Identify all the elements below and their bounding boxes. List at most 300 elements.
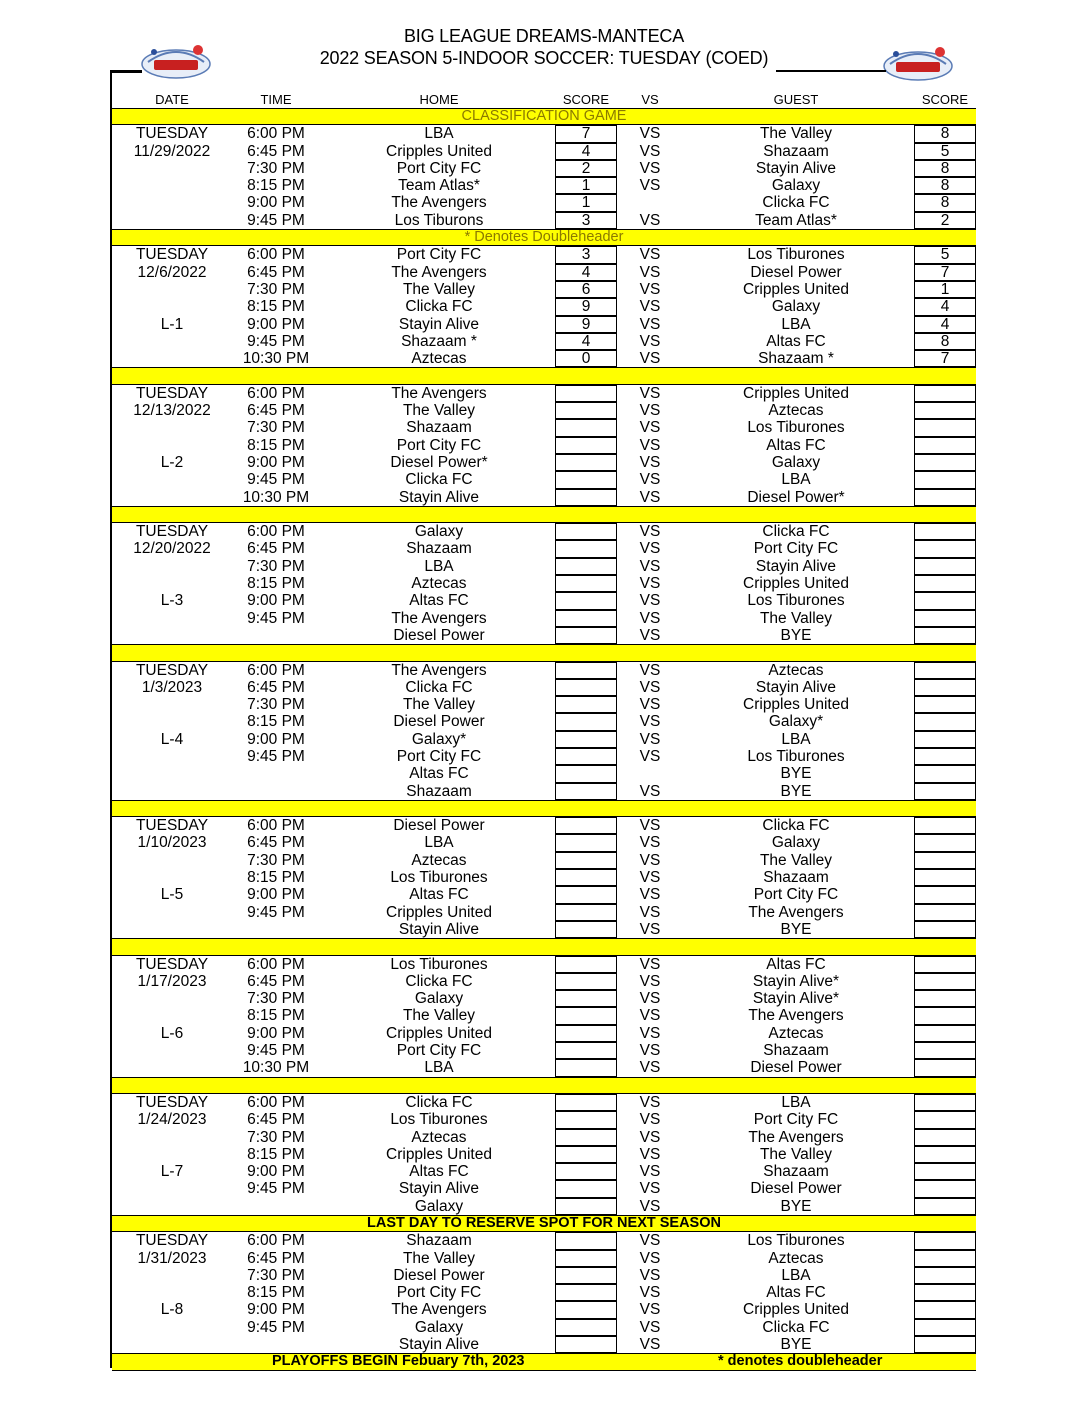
home-score-box	[555, 1059, 617, 1076]
game-time: 6:45 PM	[247, 972, 305, 990]
home-team: Altas FC	[409, 592, 469, 610]
section-band: CLASSIFICATION GAME	[112, 108, 976, 125]
home-score-box	[555, 852, 617, 869]
home-score-box	[555, 1180, 617, 1197]
vs-label: VS	[639, 436, 661, 454]
vs-label: VS	[639, 523, 661, 541]
guest-team: LBA	[781, 315, 811, 333]
week-label: L-1	[160, 315, 184, 333]
guest-team: The Valley	[759, 609, 833, 627]
game-row	[112, 264, 976, 281]
vs-label: VS	[639, 678, 661, 696]
game-time: 9:00 PM	[247, 1024, 305, 1042]
game-row	[112, 177, 976, 194]
vs-label: VS	[639, 817, 661, 835]
game-row	[112, 523, 976, 540]
vs-label: VS	[639, 471, 661, 489]
guest-score: 1	[940, 280, 950, 298]
game-row	[112, 1025, 976, 1042]
vs-label: VS	[639, 834, 661, 852]
guest-team: Stayin Alive	[755, 557, 837, 575]
game-time: 6:45 PM	[247, 834, 305, 852]
vs-label: VS	[639, 298, 661, 316]
guest-team: Aztecas	[768, 1249, 824, 1267]
home-team: Galaxy	[414, 1197, 464, 1215]
game-date: TUESDAY	[135, 523, 209, 541]
vs-label: VS	[639, 1180, 661, 1198]
game-row	[112, 540, 976, 557]
game-row	[112, 783, 976, 800]
home-team: Aztecas	[411, 350, 467, 368]
home-score-box	[555, 956, 617, 973]
game-row	[112, 402, 976, 419]
game-date: TUESDAY	[135, 1232, 209, 1250]
guest-score: 5	[940, 246, 950, 264]
game-row	[112, 1319, 976, 1336]
vs-label: VS	[639, 1042, 661, 1060]
game-time: 6:45 PM	[247, 678, 305, 696]
home-team: Los Tiburones	[390, 955, 488, 973]
guest-score-box	[914, 696, 976, 713]
vs-label: VS	[639, 1111, 661, 1129]
guest-score-box	[914, 1250, 976, 1267]
game-time: 6:00 PM	[247, 384, 305, 402]
section-band	[112, 938, 976, 955]
home-team: LBA	[424, 557, 454, 575]
game-row	[112, 437, 976, 454]
game-time: 8:15 PM	[247, 575, 305, 593]
vs-label: VS	[639, 1232, 661, 1250]
home-team: Galaxy*	[411, 730, 467, 748]
home-team: Shazaam	[406, 540, 472, 558]
game-time: 6:00 PM	[247, 523, 305, 541]
guest-team: Aztecas	[768, 661, 824, 679]
vs-label: VS	[639, 211, 661, 229]
vs-label: VS	[639, 177, 661, 195]
guest-score-box	[914, 1336, 976, 1353]
game-time: 6:45 PM	[247, 402, 305, 420]
vs-label: VS	[639, 246, 661, 264]
guest-score-box	[914, 783, 976, 800]
guest-team: Clicka FC	[762, 817, 830, 835]
game-row	[112, 662, 976, 679]
guest-team: Cripples United	[743, 280, 849, 298]
guest-score-box	[914, 1301, 976, 1318]
game-row	[112, 1180, 976, 1197]
game-row	[112, 592, 976, 609]
vs-label: VS	[639, 1249, 661, 1267]
guest-team: Port City FC	[753, 540, 839, 558]
guest-team: Aztecas	[768, 1024, 824, 1042]
vs-label: VS	[639, 453, 661, 471]
game-row	[112, 419, 976, 436]
guest-team: Los Tiburones	[747, 747, 845, 765]
guest-team: BYE	[780, 782, 812, 800]
home-score-box	[555, 973, 617, 990]
guest-score: 8	[940, 159, 950, 177]
guest-score-box	[914, 558, 976, 575]
vs-label: VS	[639, 972, 661, 990]
guest-score-box	[914, 834, 976, 851]
home-team: The Valley	[402, 280, 476, 298]
game-time: 7:30 PM	[247, 1266, 305, 1284]
vs-label: VS	[639, 1301, 661, 1319]
game-row	[112, 610, 976, 627]
game-time: 6:00 PM	[247, 817, 305, 835]
game-row	[112, 1163, 976, 1180]
game-time: 6:45 PM	[247, 1249, 305, 1267]
guest-score: 7	[940, 350, 950, 368]
game-date: 12/13/2022	[133, 402, 211, 420]
section-band	[112, 800, 976, 817]
vs-label: VS	[639, 1197, 661, 1215]
home-score: 7	[581, 125, 591, 143]
home-score-box	[555, 921, 617, 938]
game-row	[112, 748, 976, 765]
game-time: 7:30 PM	[247, 1128, 305, 1146]
guest-team: Shazaam	[763, 142, 829, 160]
page-title: BIG LEAGUE DREAMS-MANTECA	[403, 26, 685, 46]
page-subtitle: 2022 SEASON 5-INDOOR SOCCER: TUESDAY (COED)	[319, 48, 769, 68]
game-row	[112, 489, 976, 506]
game-time: 7:30 PM	[247, 990, 305, 1008]
home-team: Cripples United	[386, 1024, 492, 1042]
game-time: 10:30 PM	[242, 350, 310, 368]
game-row	[112, 125, 976, 142]
guest-team: Los Tiburones	[747, 419, 845, 437]
home-team: The Valley	[402, 696, 476, 714]
game-time: 8:15 PM	[247, 298, 305, 316]
game-time: 7:30 PM	[247, 280, 305, 298]
home-team: Los Tiburones	[390, 869, 488, 887]
vs-label: VS	[639, 332, 661, 350]
guest-team: The Avengers	[748, 1007, 844, 1025]
home-team: The Valley	[402, 402, 476, 420]
home-team: Aztecas	[411, 575, 467, 593]
game-time: 10:30 PM	[242, 488, 310, 506]
game-row	[112, 385, 976, 402]
game-row	[112, 973, 976, 990]
home-team: Galaxy	[414, 990, 464, 1008]
header-rule-right	[776, 70, 886, 72]
home-team: Clicka FC	[405, 471, 473, 489]
home-score: 0	[581, 350, 591, 368]
guest-score-box	[914, 454, 976, 471]
guest-team: The Valley	[759, 851, 833, 869]
vs-label: VS	[639, 1145, 661, 1163]
home-score: 4	[581, 332, 591, 350]
home-score-box	[555, 419, 617, 436]
game-time: 8:15 PM	[247, 436, 305, 454]
home-team: The Valley	[402, 1007, 476, 1025]
league-logo-right	[882, 42, 954, 84]
game-row	[112, 350, 976, 367]
home-score-box	[555, 1042, 617, 1059]
vs-label: VS	[639, 609, 661, 627]
game-time: 7:30 PM	[247, 419, 305, 437]
home-team: The Avengers	[391, 609, 487, 627]
guest-team: Shazaam	[763, 869, 829, 887]
guest-team: Team Atlas*	[755, 211, 837, 229]
guest-team: Shazaam *	[758, 350, 834, 368]
guest-score: 5	[940, 142, 950, 160]
home-score: 4	[581, 263, 591, 281]
section-band: * Denotes Doubleheader	[112, 229, 976, 246]
guest-score: 8	[940, 332, 950, 350]
column-header-vs: VS	[641, 92, 659, 107]
game-date: TUESDAY	[135, 246, 209, 264]
guest-score-box	[914, 662, 976, 679]
home-score-box	[555, 385, 617, 402]
game-time: 9:00 PM	[247, 315, 305, 333]
guest-score-box	[914, 1007, 976, 1024]
game-row	[112, 1129, 976, 1146]
guest-score-box	[914, 1180, 976, 1197]
guest-score-box	[914, 1025, 976, 1042]
guest-score-box	[914, 713, 976, 730]
vs-label: VS	[639, 575, 661, 593]
home-team: Stayin Alive	[398, 1336, 480, 1354]
home-team: Altas FC	[409, 765, 469, 783]
home-team: Stayin Alive	[398, 488, 480, 506]
game-time: 9:45 PM	[247, 1318, 305, 1336]
vs-label: VS	[639, 920, 661, 938]
game-date: 12/6/2022	[137, 263, 207, 281]
home-score-box	[555, 575, 617, 592]
home-team: Team Atlas*	[398, 177, 480, 195]
vs-label: VS	[639, 1024, 661, 1042]
guest-team: Clicka FC	[762, 523, 830, 541]
home-score-box	[555, 679, 617, 696]
home-team: Port City FC	[396, 1042, 482, 1060]
home-score-box	[555, 765, 617, 782]
game-row	[112, 817, 976, 834]
game-time: 10:30 PM	[242, 1059, 310, 1077]
home-team: Los Tiburons	[394, 211, 484, 229]
home-team: Cripples United	[386, 903, 492, 921]
game-date: TUESDAY	[135, 384, 209, 402]
guest-team: The Valley	[759, 1145, 833, 1163]
game-time: 9:45 PM	[247, 747, 305, 765]
game-date: 12/20/2022	[133, 540, 211, 558]
guest-score-box	[914, 523, 976, 540]
home-team: The Avengers	[391, 1301, 487, 1319]
home-score-box	[555, 713, 617, 730]
guest-team: Cripples United	[743, 1301, 849, 1319]
game-row	[112, 921, 976, 938]
guest-team: Galaxy	[771, 453, 821, 471]
column-header-guest-score: SCORE	[921, 92, 969, 107]
vs-label: VS	[639, 350, 661, 368]
home-score-box	[555, 869, 617, 886]
section-band	[112, 1077, 976, 1094]
guest-score: 4	[940, 315, 950, 333]
home-team: The Avengers	[391, 661, 487, 679]
guest-team: Shazaam	[763, 1042, 829, 1060]
game-time: 6:45 PM	[247, 1111, 305, 1129]
game-time: 9:45 PM	[247, 211, 305, 229]
game-time: 6:00 PM	[247, 1093, 305, 1111]
home-score-box	[555, 696, 617, 713]
guest-team: Stayin Alive*	[752, 990, 840, 1008]
vs-label: VS	[639, 125, 661, 143]
guest-score-box	[914, 1042, 976, 1059]
game-row	[112, 298, 976, 315]
home-team: Diesel Power	[393, 817, 485, 835]
game-row	[112, 904, 976, 921]
guest-team: BYE	[780, 765, 812, 783]
week-label: L-2	[160, 453, 184, 471]
section-band	[112, 506, 976, 523]
guest-team: Los Tiburones	[747, 246, 845, 264]
vs-label: VS	[639, 1163, 661, 1181]
game-row	[112, 1007, 976, 1024]
game-date: TUESDAY	[135, 817, 209, 835]
home-team: Aztecas	[411, 1128, 467, 1146]
game-row	[112, 679, 976, 696]
game-date: 1/10/2023	[137, 834, 207, 852]
guest-score-box	[914, 1319, 976, 1336]
vs-label: VS	[639, 696, 661, 714]
guest-team: The Avengers	[748, 903, 844, 921]
home-score: 3	[581, 246, 591, 264]
home-score-box	[555, 454, 617, 471]
game-row	[112, 1284, 976, 1301]
home-score: 4	[581, 142, 591, 160]
game-time: 8:15 PM	[247, 1145, 305, 1163]
home-score-box	[555, 662, 617, 679]
home-score-box	[555, 610, 617, 627]
footer-playoffs-note: PLAYOFFS BEGIN Febuary 7th, 2023	[272, 1353, 525, 1370]
guest-score-box	[914, 402, 976, 419]
home-team: The Valley	[402, 1249, 476, 1267]
game-row	[112, 731, 976, 748]
game-time: 9:45 PM	[247, 471, 305, 489]
guest-score-box	[914, 1284, 976, 1301]
home-score-box	[555, 886, 617, 903]
home-score: 1	[581, 194, 591, 212]
home-team: Port City FC	[396, 159, 482, 177]
guest-team: Los Tiburones	[747, 1232, 845, 1250]
guest-team: Shazaam	[763, 1163, 829, 1181]
column-header-time: TIME	[260, 92, 292, 107]
game-date: 1/31/2023	[137, 1249, 207, 1267]
home-score-box	[555, 1250, 617, 1267]
vs-label: VS	[639, 1093, 661, 1111]
game-row	[112, 696, 976, 713]
game-row	[112, 990, 976, 1007]
home-team: Shazaam	[406, 782, 472, 800]
week-label: L-8	[160, 1301, 184, 1319]
game-row	[112, 160, 976, 177]
vs-label: VS	[639, 1059, 661, 1077]
game-row	[112, 1146, 976, 1163]
home-team: Port City FC	[396, 1284, 482, 1302]
guest-team: Clicka FC	[762, 1318, 830, 1336]
guest-score-box	[914, 1059, 976, 1076]
home-team: Port City FC	[396, 436, 482, 454]
game-row	[112, 886, 976, 903]
week-label: L-3	[160, 592, 184, 610]
vs-label: VS	[639, 592, 661, 610]
home-score: 3	[581, 211, 591, 229]
game-time: 6:00 PM	[247, 1232, 305, 1250]
guest-team: Aztecas	[768, 402, 824, 420]
game-date: 1/3/2023	[141, 678, 203, 696]
vs-label: VS	[639, 990, 661, 1008]
guest-score-box	[914, 1094, 976, 1111]
home-score-box	[555, 1301, 617, 1318]
guest-team: Altas FC	[766, 1284, 826, 1302]
guest-team: BYE	[780, 1197, 812, 1215]
home-team: Stayin Alive	[398, 920, 480, 938]
home-team: Clicka FC	[405, 298, 473, 316]
home-score-box	[555, 1232, 617, 1249]
guest-team: Galaxy	[771, 298, 821, 316]
guest-team: Stayin Alive	[755, 159, 837, 177]
home-team: Aztecas	[411, 851, 467, 869]
guest-team: LBA	[781, 471, 811, 489]
game-row	[112, 143, 976, 160]
home-score-box	[555, 783, 617, 800]
guest-team: LBA	[781, 1093, 811, 1111]
game-row	[112, 281, 976, 298]
guest-score-box	[914, 1267, 976, 1284]
game-time: 7:30 PM	[247, 557, 305, 575]
week-label: L-5	[160, 886, 184, 904]
column-header-date: DATE	[155, 92, 189, 107]
vs-label: VS	[639, 1266, 661, 1284]
vs-label: VS	[639, 661, 661, 679]
game-time: 6:00 PM	[247, 125, 305, 143]
game-row	[112, 246, 976, 263]
home-score-box	[555, 1163, 617, 1180]
game-time: 8:15 PM	[247, 869, 305, 887]
game-row	[112, 713, 976, 730]
guest-team: Port City FC	[753, 1111, 839, 1129]
column-header-guest: GUEST	[773, 92, 819, 107]
vs-label: VS	[639, 263, 661, 281]
game-row	[112, 333, 976, 350]
home-score: 9	[581, 315, 591, 333]
guest-score-box	[914, 592, 976, 609]
game-time: 8:15 PM	[247, 177, 305, 195]
game-row	[112, 1198, 976, 1215]
vs-label: VS	[639, 1284, 661, 1302]
game-row	[112, 1336, 976, 1353]
schedule-table	[112, 92, 976, 1371]
home-team: The Avengers	[391, 263, 487, 281]
home-score-box	[555, 834, 617, 851]
game-row	[112, 212, 976, 229]
home-team: Shazaam *	[401, 332, 477, 350]
home-score-box	[555, 471, 617, 488]
game-row	[112, 834, 976, 851]
game-row	[112, 1042, 976, 1059]
guest-team: BYE	[780, 626, 812, 644]
home-score: 1	[581, 177, 591, 195]
vs-label: VS	[639, 488, 661, 506]
vs-label: VS	[639, 419, 661, 437]
guest-score-box	[914, 489, 976, 506]
home-score-box	[555, 1111, 617, 1128]
home-team: LBA	[424, 1059, 454, 1077]
header-rule-left	[112, 70, 142, 73]
guest-team: Clicka FC	[762, 194, 830, 212]
home-score-box	[555, 592, 617, 609]
guest-score: 7	[940, 263, 950, 281]
home-score-box	[555, 1025, 617, 1042]
